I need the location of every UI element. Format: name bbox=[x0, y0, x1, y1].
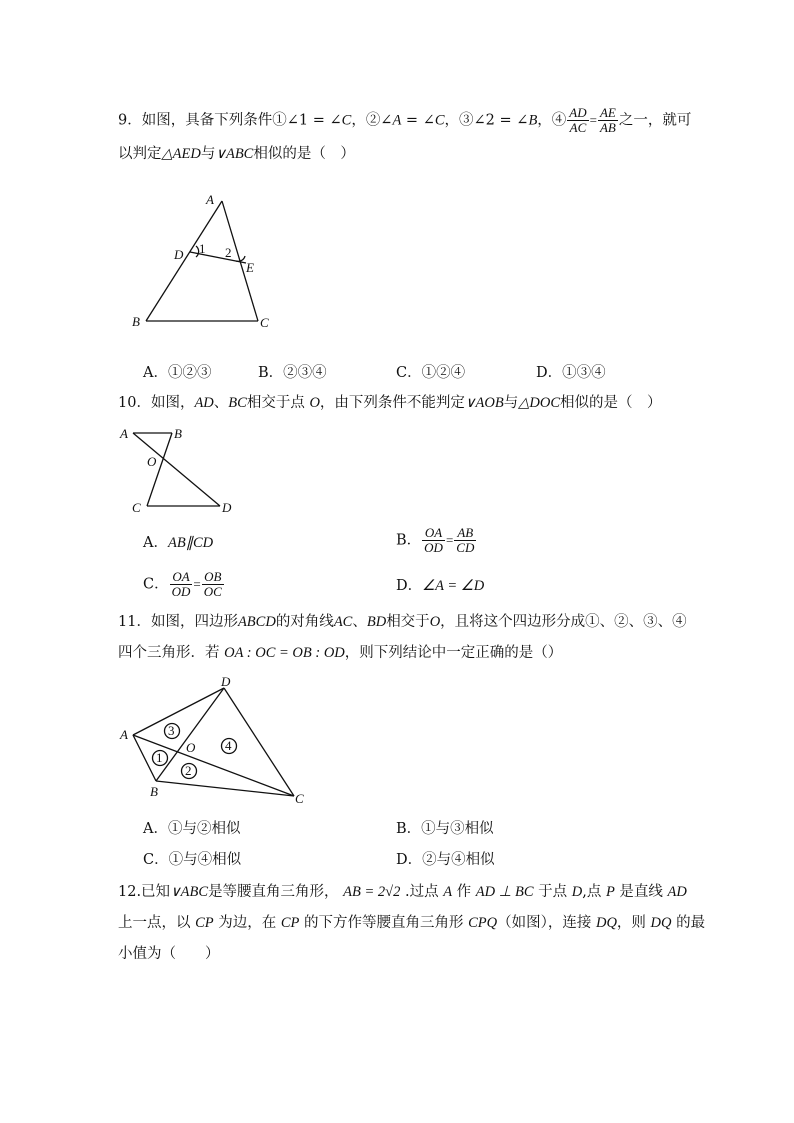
fraction-ae-ab: $\frac{AE}{AB}$ bbox=[599, 105, 616, 135]
q9-label-d: D bbox=[174, 247, 184, 262]
q11-option-b[interactable]: B．①与③相似 bbox=[396, 821, 494, 837]
q11-label-o: O bbox=[186, 740, 196, 755]
q11-region-2: 2 bbox=[185, 763, 192, 778]
q9-label-a: A bbox=[206, 192, 214, 207]
q10-option-b[interactable]: B． $\frac{OA}{OD}$ = $\frac{AB}{CD}$ bbox=[396, 525, 475, 555]
q11-region-4: 4 bbox=[225, 738, 232, 753]
q11-label-b: B bbox=[150, 784, 158, 799]
q10-label-c: C bbox=[132, 500, 141, 515]
q11-line-1: 11．如图，四边形ABCD的对角线AC、BD相交于O，且将这个四边形分成①、②、③、④ bbox=[118, 614, 687, 630]
q11-option-a[interactable]: A．①与②相似 bbox=[143, 821, 241, 837]
q9-label-1: 1 bbox=[199, 241, 206, 256]
q11-label-d: D bbox=[221, 674, 231, 689]
q9-option-b[interactable]: B．②③④ bbox=[258, 365, 327, 381]
q10-option-c[interactable]: C． $\frac{OA}{OD}$ = $\frac{OB}{OC}$ bbox=[143, 569, 222, 599]
q9-line-1: 9．如图，具备下列条件①∠1 = ∠C，②∠A = ∠C，③∠2 = ∠B，④ $\frac{AD}{AC}$ = $\frac{AE}{AB}$ 之一，就可 bbox=[118, 105, 692, 135]
q9-line-2: 以判定△AED与∨ABC相似的是（ ） bbox=[118, 146, 355, 162]
q12-line-1: 12.已知∨ABC是等腰直角三角形， AB = 2√2 .过点 A 作 AD ⊥ BC 于点 D,点 P 是直线 AD bbox=[118, 884, 687, 900]
q11-option-c[interactable]: C．①与④相似 bbox=[143, 852, 242, 868]
q11-region-1: 1 bbox=[156, 750, 163, 765]
q10-option-d[interactable]: D．∠A = ∠D bbox=[396, 578, 485, 594]
q11-line-2: 四个三角形．若 OA : OC = OB : OD，则下列结论中一定正确的是（） bbox=[118, 645, 563, 661]
q10-line-1: 10．如图，AD、BC相交于点 O，由下列条件不能判定∨AOB与△DOC相似的是（ ） bbox=[118, 395, 662, 411]
q10-label-d: D bbox=[222, 500, 232, 515]
q11-label-c: C bbox=[295, 791, 304, 806]
q10-label-a: A bbox=[120, 426, 128, 441]
fraction-ad-ac: $\frac{AD}{AC}$ bbox=[569, 105, 587, 135]
q10-option-a[interactable]: A．AB∥CD bbox=[143, 535, 214, 551]
q9-option-a[interactable]: A．①②③ bbox=[143, 365, 212, 381]
q10-label-o: O bbox=[147, 454, 157, 469]
q11-region-3: 3 bbox=[168, 723, 175, 738]
q9-option-d[interactable]: D．①③④ bbox=[536, 365, 606, 381]
q9-label-e: E bbox=[246, 260, 254, 275]
q12-line-2: 上一点，以 CP 为边，在 CP 的下方作等腰直角三角形 CPQ（如图），连接 DQ，则 DQ 的最 bbox=[118, 915, 706, 931]
q9-label-2: 2 bbox=[225, 245, 232, 260]
q9-label-b: B bbox=[132, 314, 140, 329]
q12-line-3: 小值为（ ） bbox=[118, 946, 220, 962]
q9-option-c[interactable]: C．①②④ bbox=[396, 365, 466, 381]
q11-label-a: A bbox=[120, 727, 128, 742]
q11-option-d[interactable]: D．②与④相似 bbox=[396, 852, 495, 868]
q10-label-b: B bbox=[174, 426, 182, 441]
q9-label-c: C bbox=[260, 315, 269, 330]
